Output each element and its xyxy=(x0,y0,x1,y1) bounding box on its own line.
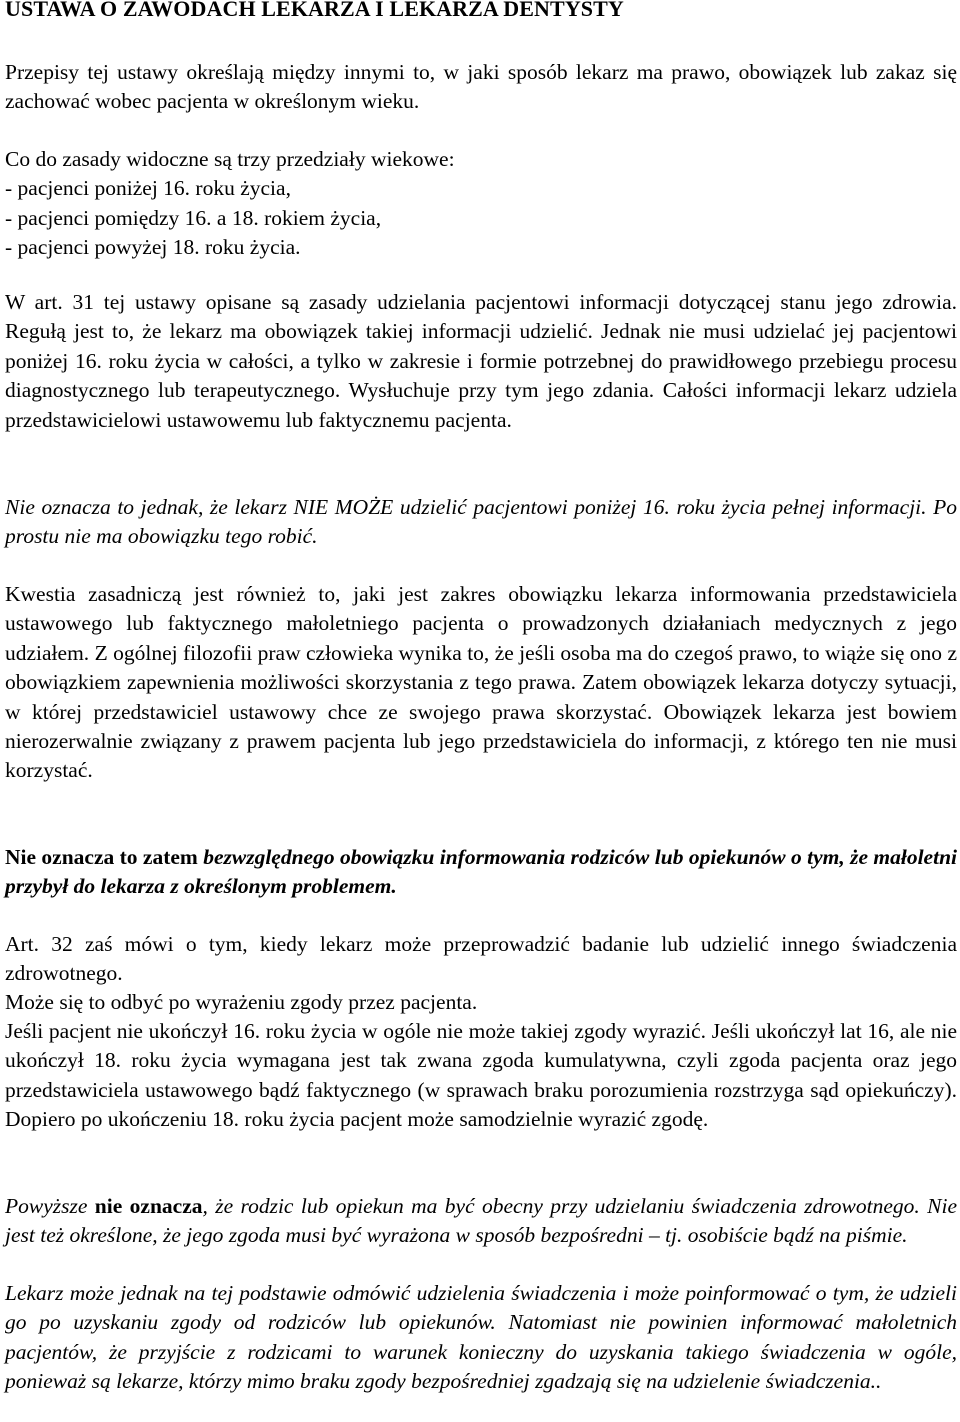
paragraph-information-duty: Kwestia zasadniczą jest również to, jaki jest zakres obowiązku lekarza informowania przedstawiciela ustawowego lub faktycznego małoletniego pacjenta o prowadzonych działaniach medycznych z jego udziałem. Z ogólnej filozofii praw człowieka wynika to, że jeśli osoba ma do czegoś prawo, to wiąże się ono z obowiązkiem zapewnienia możliwości skorzystania z tego prawa. Zatem obowiązek lekarza dotyczy sytuacji, w której przedstawiciel ustawowy chce ze swojego prawa skorzystać. Obowiązek lekarza jest bowiem nierozerwalnie związany z prawem pacjenta lub jego przedstawiciela do informacji, z którego ten nie musi korzystać. xyxy=(5,582,957,783)
presence-text-start: Powyższe xyxy=(5,1194,95,1218)
emphasis-bold-italic: bezwzględnego obowiązku informowania rodziców lub opiekunów o tym, że małoletni przybył do lekarza z określonym problemem. xyxy=(5,845,957,899)
paragraph-intro: Przepisy tej ustawy określają między innymi to, w jaki sposób lekarz ma prawo, obowiązek lub zakaz się zachować wobec pacjenta w określonym wieku. xyxy=(5,60,957,114)
paragraph-art31: W art. 31 tej ustawy opisane są zasady udzielania pacjentowi informacji dotyczącej stanu jego zdrowia. Regułą jest to, że lekarz ma obowiązek takiej informacji udzielić. Jednak nie musi udzielać jej pacjentowi poniżej 16. roku życia w całości, a tylko w zakresie i formie potrzebnej do prawidłowego przebiegu procesu diagnostycznego lub terapeutycznego. Wysłuchuje przy tym jego zdania. Całości informacji lekarz udziela przedstawicielowi ustawowemu lub faktycznemu pacjenta. xyxy=(5,290,957,432)
emphasis-not-meaning: nie oznacza xyxy=(94,1194,203,1218)
paragraph-art32: Art. 32 zaś mówi o tym, kiedy lekarz może przeprowadzić badanie lub udzielić innego świadczenia zdrowotnego. xyxy=(5,932,957,986)
age-groups-section xyxy=(5,145,957,263)
document-title: USTAWA O ZAWODACH LEKARZA I LEKARZA DENTYSTY xyxy=(5,0,624,21)
paragraph-presence xyxy=(5,1192,957,1251)
paragraph-not-forbidden: Nie oznacza to jednak, że lekarz NIE MOŻE udzielić pacjentowi poniżej 16. roku życia pełnej informacji. Po prostu nie ma obowiązku tego robić. xyxy=(5,495,957,549)
presence-text-end: , że rodzic lub opiekun ma być obecny przy udzielaniu świadczenia zdrowotnego. Nie jest też określone, że jego zgoda musi być wyrażona w sposób bezpośredni – tj. osobiście bądź na piśmie. xyxy=(5,1194,957,1248)
paragraph-age-consent: Jeśli pacjent nie ukończył 16. roku życia w ogóle nie może takiej zgody wyrazić. Jeśli ukończył lat 16, ale nie ukończył 18. roku życia wymagana jest tak zwana zgoda kumulatywna, czyli zgoda pacjenta oraz jego przedstawiciela ustawowego bądź faktycznego (w sprawach braku porozumienia rozstrzyga sąd opiekuńczy). Dopiero po ukończeniu 18. roku życia pacjent może samodzielnie wyrazić zgodę. xyxy=(5,1019,957,1132)
age-groups-intro: Co do zasady widoczne są trzy przedziały wiekowe: xyxy=(5,147,455,171)
age-group-item: - pacjenci poniżej 16. roku życia, xyxy=(5,176,291,201)
paragraph-no-absolute-duty xyxy=(5,843,957,902)
paragraph-consent: Może się to odbyć po wyrażeniu zgody przez pacjenta. xyxy=(5,990,478,1014)
emphasis-bold: Nie oznacza to zatem xyxy=(5,845,204,869)
age-group-item: - pacjenci powyżej 18. roku życia. xyxy=(5,235,301,260)
age-group-item: - pacjenci pomiędzy 16. a 18. rokiem życia, xyxy=(5,205,382,230)
paragraph-refusal: Lekarz może jednak na tej podstawie odmówić udzielenia świadczenia i może poinformować o tym, że udzieli go po uzyskaniu zgody od rodziców lub opiekunów. Natomiast nie powinien informować małoletnich pacjentów, że przyjście z rodzicami to warunek konieczny do uzyskania takiego świadczenia w ogóle, ponieważ są lekarze, którzy mimo braku zgody bezpośredniej zgadzają się na udzielenie świadczenia.. xyxy=(5,1281,957,1394)
